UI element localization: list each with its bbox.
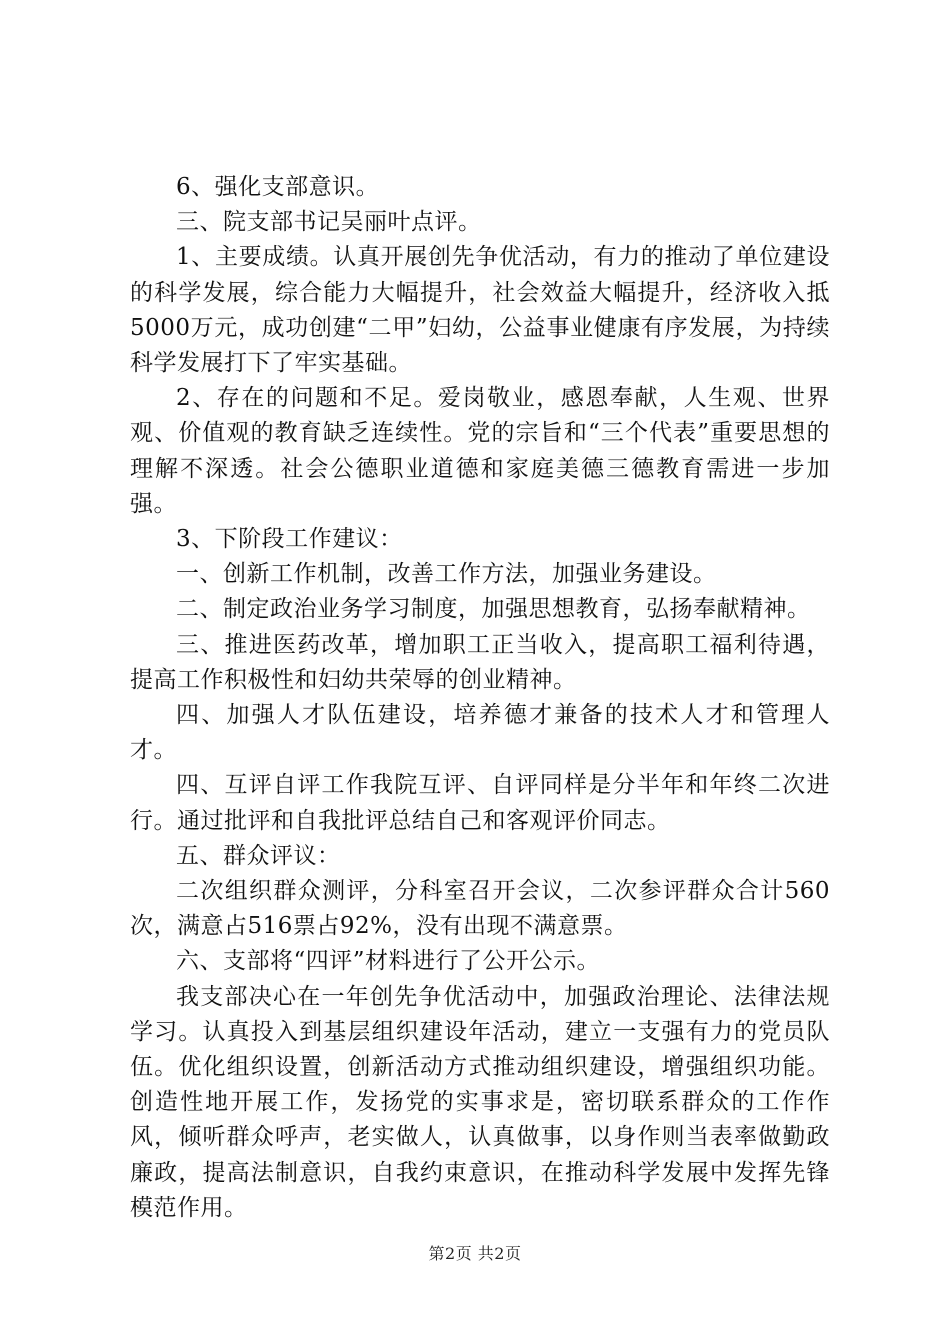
paragraph-11: 五、群众评议： — [176, 842, 341, 869]
paragraph-6: 一、创新工作机制，改善工作方法，加强业务建设。 — [176, 561, 717, 588]
paragraph-10: 四、互评自评工作我院互评、自评同样是分半年和年终二次进行。通过批评和自我批评总结自己和客观评价同志。 — [130, 772, 830, 834]
document-body — [130, 170, 830, 1226]
paragraph-8: 三、推进医药改革，增加职工正当收入，提高职工福利待遇，提高工作积极性和妇幼共荣辱的创业精神。 — [130, 631, 830, 693]
paragraph-1: 6、强化支部意识。 — [176, 174, 380, 200]
paragraph-5: 3、下阶段工作建议： — [176, 526, 403, 553]
paragraph-7: 二、制定政治业务学习制度，加强思想教育，弘扬奉献精神。 — [176, 596, 811, 623]
paragraph-9: 四、加强人才队伍建设，培养德才兼备的技术人才和管理人才。 — [130, 702, 830, 764]
paragraph-13: 六、支部将“四评”材料进行了公开公示。 — [176, 948, 601, 975]
paragraph-12: 二次组织群众测评，分科室召开会议，二次参评群众合计560次，满意占516票占92%，没有出现不满意票。 — [130, 878, 830, 940]
paragraph-4: 2、存在的问题和不足。爱岗敬业，感恩奉献，人生观、世界观、价值观的教育缺乏连续性。党的宗旨和“三个代表”重要思想的理解不深透。社会公德职业道德和家庭美德三德教育需进一步加强。 — [130, 385, 830, 517]
paragraph-3: 1、主要成绩。认真开展创先争优活动，有力的推动了单位建设的科学发展，综合能力大幅提升，社会效益大幅提升，经济收入抵5000万元，成功创建“二甲”妇幼，公益事业健康有序发展，为持续科学发展打下了牢实基础。 — [130, 244, 830, 377]
paragraph-2: 三、院支部书记吴丽叶点评。 — [176, 209, 482, 236]
page-footer: 第2页 共2页 — [428, 1244, 522, 1263]
paragraph-14: 我支部决心在一年创先争优活动中，加强政治理论、法律法规学习。认真投入到基层组织建设年活动，建立一支强有力的党员队伍。优化组织设置，创新活动方式推动组织建设，增强组织功能。创造性地开展工作，发扬党的实事求是，密切联系群众的工作作风，倾听群众呼声，老实做人，认真做事，以身作则当表率做勤政廉政，提高法制意识，自我约束意识，在推动科学发展中发挥先锋模范作用。 — [130, 983, 830, 1221]
